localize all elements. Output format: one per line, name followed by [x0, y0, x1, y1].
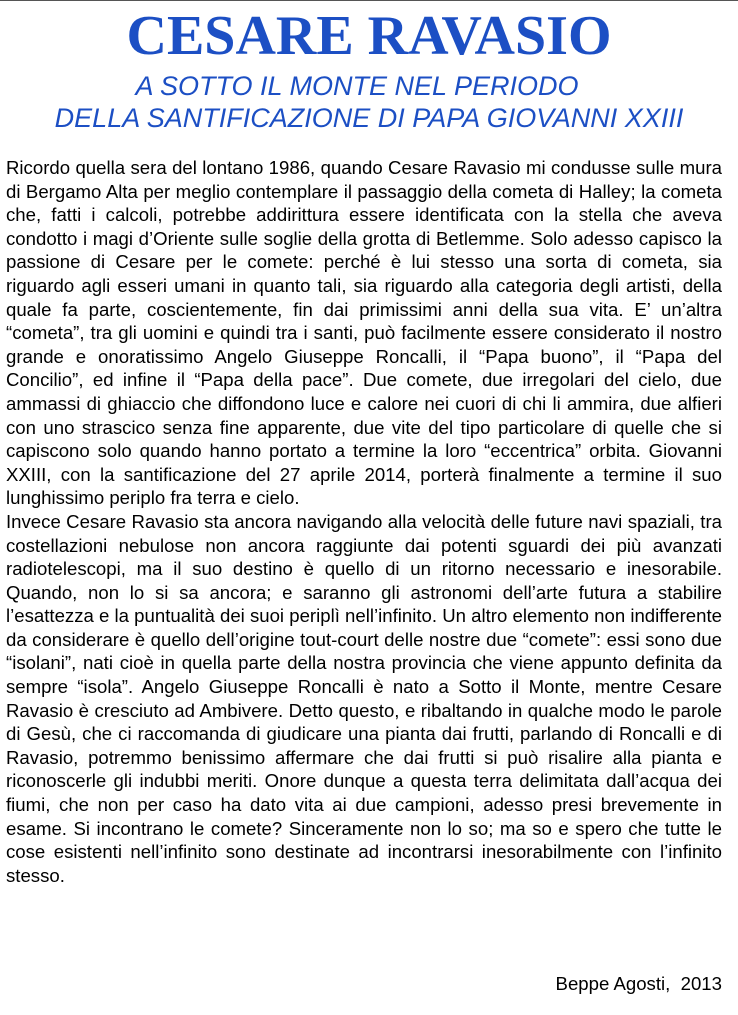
document-title: CESARE RAVASIO: [126, 5, 612, 67]
author-signature: Beppe Agosti, 2013: [555, 973, 722, 994]
document-subtitle-line-1: A SOTTO IL MONTE NEL PERIODO: [135, 71, 579, 101]
article-paragraph-1: Ricordo quella sera del lontano 1986, quando Cesare Ravasio mi condusse sulle mura di Bergamo Alta per meglio contemplare il passaggio della cometa di Halley; la cometa che, fatti i calcoli, potrebbe addirittura essere identificata con la stella che aveva condotto i magi d’Oriente sulle soglie della grotta di Betlemme. Solo adesso capisco la passione di Cesare per le comete: perché è lui stesso una sorta di cometa, sia riguardo agli esseri umani in quanto tali, sia riguardo alla categoria degli artisti, della quale fa parte, coscientemente, fin dai primissimi anni della sua vita. E’ un’altra “cometa”, tra gli uomini e quindi tra i santi, può facilmente essere considerato il nostro grande e onoratissimo Angelo Giuseppe Roncalli, il “Papa buono”, il “Papa del Concilio”, ed infine il “Papa della pace”. Due comete, due irregolari del cielo, due ammassi di ghiaccio che diffondono luce e calore nei cuori di chi li ammira, due alfieri con uno strascico senza fine apparente, due vite del tipo particolare di quelle che si capiscono solo quando hanno portato a termine la loro “eccentrica” orbita. Giovanni XXIII, con la santificazione del 27 aprile 2014, porterà finalmente a termine il suo lunghissimo periplo fra terra e cielo.: [6, 157, 722, 509]
top-border-line: [0, 0, 738, 1]
article-body: [6, 156, 722, 887]
document-subtitle-line-2: DELLA SANTIFICAZIONE DI PAPA GIOVANNI XXIII: [54, 103, 684, 133]
article-paragraph-2: Invece Cesare Ravasio sta ancora navigando alla velocità delle future navi spaziali, tra costellazioni nebulose non ancora raggiunte dai potenti sguardi dei più avanzati radiotelescopi, ma il suo destino è quello di un ritorno necessario e inesorabile. Quando, non lo si sa ancora; e saranno gli astronomi dell’arte futura a stabilire l’esattezza e la puntualità dei suoi periplì nell’infinito. Un altro elemento non indifferente da considerare è quello dell’origine tout-court delle nostre due “comete”: essi sono due “isolani”, nati cioè in quella parte della nostra provincia che viene appunto definita da sempre “isola”. Angelo Giuseppe Roncalli è nato a Sotto il Monte, mentre Cesare Ravasio è cresciuto ad Ambivere. Detto questo, e ribaltando in qualche modo le parole di Gesù, che ci raccomanda di giudicare una pianta dai frutti, parlando di Roncalli e di Ravasio, potremmo benissimo affermare che dai frutti si può risalire alla pianta e riconoscerle gli indubbi meriti. Onore dunque a questa terra delimitata dall’acqua dei fiumi, che non per caso ha dato vita ai due campioni, adesso presi brevemente in esame. Si incontrano le comete? Sinceramente non lo so; ma so e spero che tutte le cose esistenti nell’infinito sono destinate ad incontrarsi inesorabilmente con l’infinito stesso.: [6, 510, 722, 886]
